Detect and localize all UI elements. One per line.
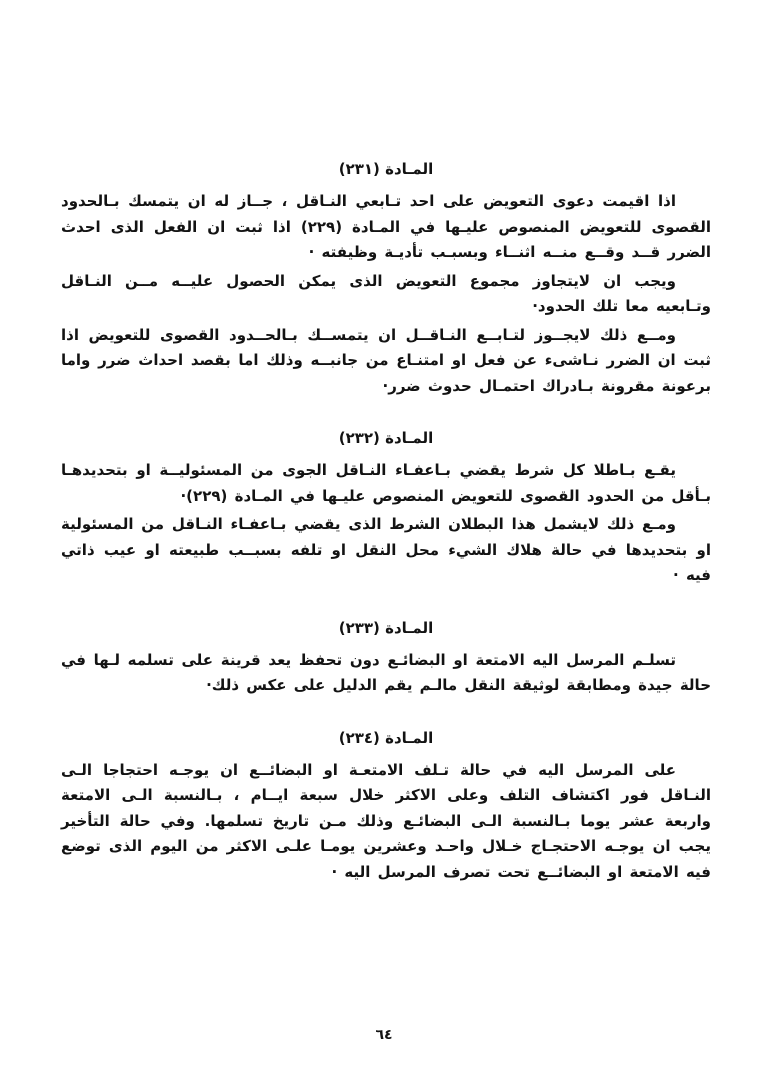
page-number: ٦٤	[375, 1027, 393, 1043]
article-232-paragraph: يقـع بـاطلا كل شرط يقضي بـاعفـاء النـاقل الجوى من المسئوليــة او بتحديدهـا بـأقل من الحدود القصوى للتعويض المنصوص عليـها في المـادة (٢٢٩)·	[61, 461, 711, 505]
article-231-paragraph: اذا اقيمت دعوى التعويض على احد تـابعي النـاقل ، جــاز له ان يتمسك بـالحدود القصوى للتعويض المنصوص عليـها في المـادة (٢٢٩) اذا ثبت ان الفعل الذى احدث الضرر قــد وقــع منــه اثنــاء وبسبـب تأديـة وظيفته ·	[61, 192, 711, 261]
article-233-heading: المـادة (٢٣٣)	[338, 618, 434, 637]
article-233-paragraph: تسلـم المرسل اليه الامتعة او البضائـع دون تحفظ يعد قرينة على تسلمه لـها في حالة جيدة ومطابقة لوثيقة النقل مالـم يقم الدليل على عكس ذلك·	[61, 650, 711, 694]
article-232-heading: المـادة (٢٣٢)	[338, 429, 434, 447]
article-231-heading: المـادة (٢٣١)	[338, 160, 434, 178]
article-232	[61, 429, 711, 589]
article-231-paragraph: ومــع ذلك لايجــوز لتـابــع النـاقــل ان يتمســك بـالحــدود القصوى للتعويض اذا ثبت ان الضرر نـاشىء عن فعل او امتنـاع من جانبــه وذلك اما بقصد احداث ضرر واما برعونة مقرونة بـادراك احتمـال حدوث ضرر·	[61, 325, 711, 395]
article-234-heading: المـادة (٢٣٤)	[338, 728, 434, 747]
article-234-paragraph: على المرسل اليه في حالة تـلف الامتعـة او البضائــع ان يوجـه احتجاجا الـى النـاقل فور اكتشاف التلف وعلى الاكثر خلال سبعة ايــام ، بـالنسبة الـى الامتعة واربعة عشر يوما بـالنسبة الـى البضائـع وذلك مـن تاريخ تسلمها. وفي حالة التأخير يجب ان يوجـه الاحتجـاج خـلال واحـد وعشرين يومـا علـى الاكثر من اليوم الذى توضع فيه الامتعة او البضائــع تحت تصرف المرسل اليه ·	[61, 760, 711, 881]
article-233	[61, 619, 711, 699]
article-231	[61, 160, 711, 399]
article-231-paragraph: ويجب ان لايتجاوز مجموع التعويض الذى يمكن الحصول عليــه مــن النـاقل وتـابعيه معا تلك الحدود·	[61, 271, 711, 315]
article-232-paragraph: ومـع ذلك لايشمل هذا البطلان الشرط الذى يقضي بـاعفـاء النـاقل من المسئولية او بتحديدها في حالة هلاك الشيء محل النقل او تلفه بسبــب طبيعته او عيب ذاتي فيه ·	[61, 515, 711, 584]
article-234	[61, 729, 711, 886]
document-text-block	[61, 160, 711, 888]
